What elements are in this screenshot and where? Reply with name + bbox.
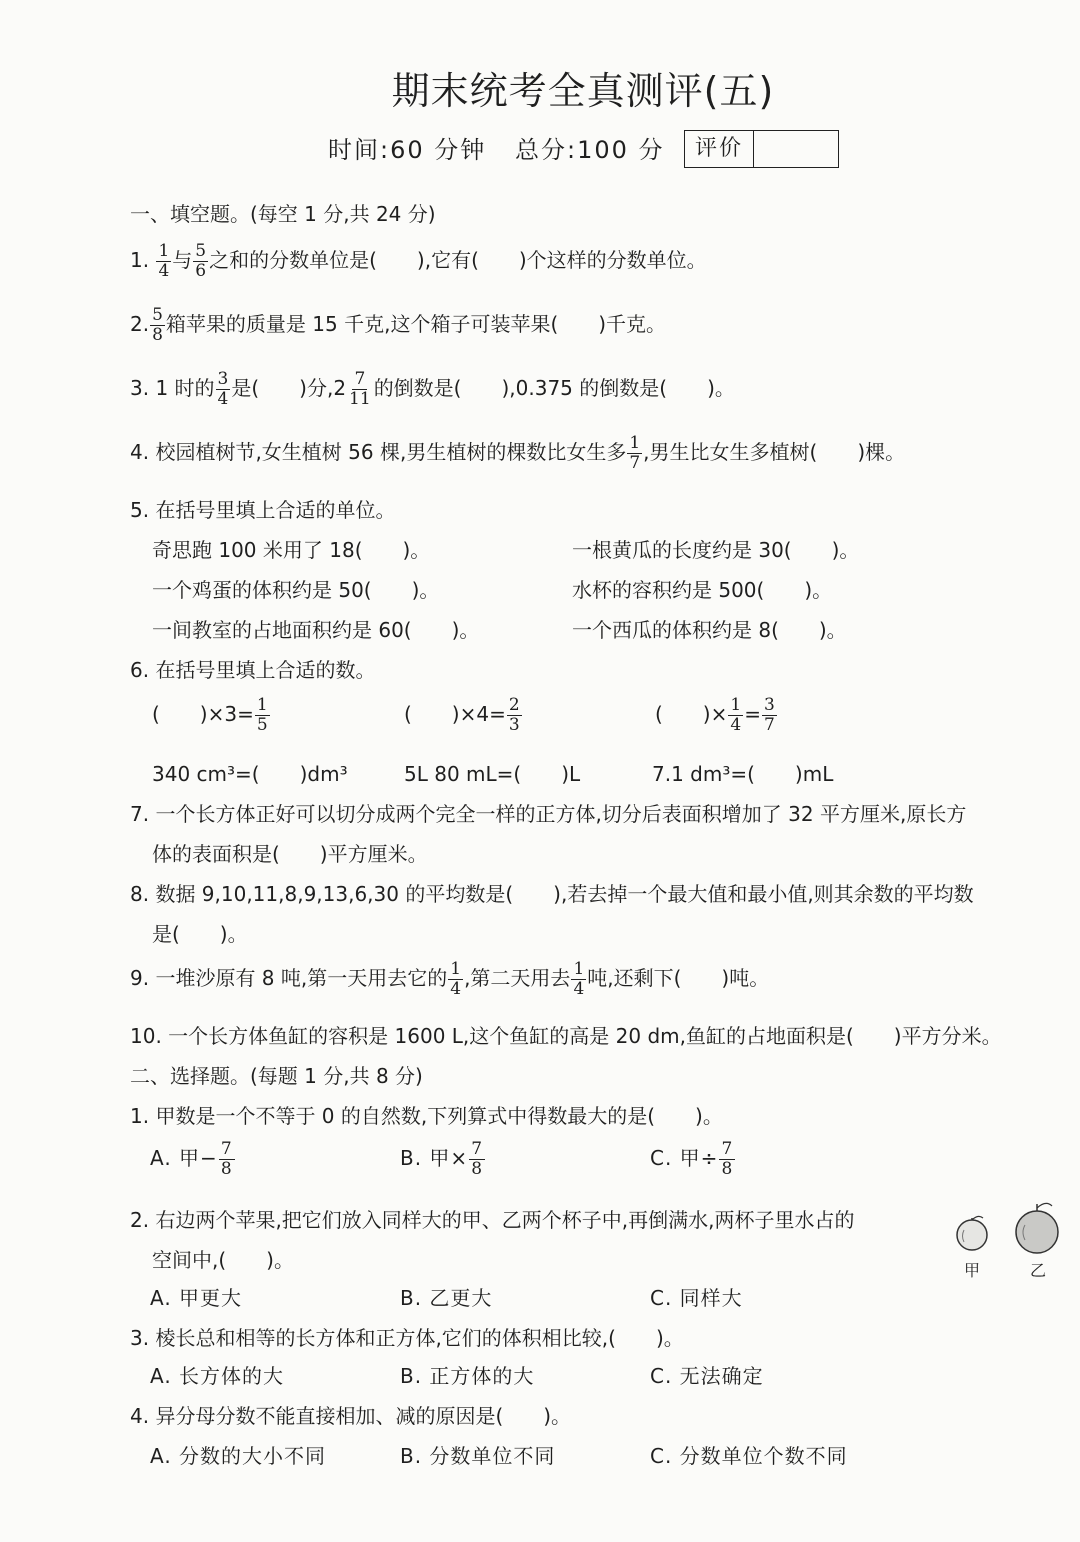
choice-3-option-b[interactable]: B. 正方体的大 bbox=[400, 1364, 535, 1388]
fraction bbox=[627, 434, 642, 473]
option-text: C. 甲÷ bbox=[650, 1146, 719, 1170]
denominator: 7 bbox=[629, 453, 641, 473]
q6-expression bbox=[404, 696, 523, 735]
numerator: 1 bbox=[158, 241, 170, 261]
question-number: 1. bbox=[130, 248, 150, 272]
small-apple bbox=[957, 1216, 987, 1250]
choice-4-option-c[interactable]: C. 分数单位个数不同 bbox=[650, 1444, 848, 1468]
option-text: B. 甲× bbox=[400, 1146, 469, 1170]
q5-item: 水杯的容积约是 500( )。 bbox=[572, 578, 833, 602]
expression-text: ( )× bbox=[655, 702, 728, 726]
question-text: 箱苹果的质量是 15 千克,这个箱子可装苹果( )千克。 bbox=[165, 312, 667, 336]
fraction bbox=[255, 696, 270, 735]
expression-text: ( )×4= bbox=[404, 702, 506, 726]
fraction bbox=[469, 1140, 485, 1179]
apples-illustration bbox=[950, 1200, 1070, 1290]
choice-3-option-a[interactable]: A. 长方体的大 bbox=[150, 1364, 285, 1388]
numerator: 7 bbox=[471, 1139, 484, 1159]
q6-conversion: 7.1 dm³=( )mL bbox=[652, 762, 834, 786]
fraction bbox=[193, 242, 208, 281]
denominator: 3 bbox=[508, 715, 520, 735]
numerator: 1 bbox=[573, 959, 585, 979]
q5-item: 一间教室的占地面积约是 60( )。 bbox=[152, 618, 480, 642]
expression-text: = bbox=[744, 702, 761, 726]
denominator: 7 bbox=[763, 715, 775, 735]
denominator: 4 bbox=[217, 389, 229, 409]
fraction bbox=[728, 696, 743, 735]
question-text: 4. 校园植树节,女生植树 56 棵,男生植树的棵数比女生多 bbox=[130, 440, 627, 464]
apple-label-jia: 甲 bbox=[963, 1261, 981, 1280]
question-7-line2: 体的表面积是( )平方厘米。 bbox=[152, 842, 428, 866]
numerator: 2 bbox=[508, 695, 520, 715]
numerator: 5 bbox=[195, 241, 207, 261]
fraction bbox=[719, 1140, 735, 1179]
question-8-line1: 8. 数据 9,10,11,8,9,13,6,30 的平均数是( ),若去掉一个最大值和最小值,则其余数的平均数 bbox=[130, 882, 974, 906]
denominator: 6 bbox=[195, 261, 207, 281]
question-text: ,第二天用去 bbox=[464, 966, 571, 990]
question-text: 是( )分,2 bbox=[231, 376, 347, 400]
option-text: A. 甲− bbox=[150, 1146, 218, 1170]
choice-2-option-a[interactable]: A. 甲更大 bbox=[150, 1286, 243, 1310]
question-text: 3. 1 时的 bbox=[130, 376, 215, 400]
evaluation-field[interactable] bbox=[754, 131, 838, 167]
denominator: 8 bbox=[220, 1159, 233, 1179]
question-1 bbox=[130, 242, 707, 281]
fraction bbox=[571, 960, 586, 999]
denominator: 11 bbox=[349, 389, 371, 409]
q6-conversion: 5L 80 mL=( )L bbox=[404, 762, 581, 786]
denominator: 4 bbox=[573, 979, 585, 999]
choice-4-stem: 4. 异分母分数不能直接相加、减的原因是( )。 bbox=[130, 1404, 572, 1428]
question-text: 与 bbox=[172, 248, 193, 272]
numerator: 1 bbox=[629, 433, 641, 453]
evaluation-label: 评价 bbox=[685, 131, 754, 167]
question-4 bbox=[130, 434, 905, 473]
fraction bbox=[150, 306, 165, 345]
denominator: 4 bbox=[158, 261, 170, 281]
question-text: 之和的分数单位是( ),它有( )个这样的分数单位。 bbox=[209, 248, 707, 272]
choice-4-option-b[interactable]: B. 分数单位不同 bbox=[400, 1444, 556, 1468]
choice-2-line1: 2. 右边两个苹果,把它们放入同样大的甲、乙两个杯子中,再倒满水,两杯子里水占的 bbox=[130, 1208, 855, 1232]
choice-1-option-b[interactable] bbox=[400, 1140, 486, 1179]
numerator: 3 bbox=[763, 695, 775, 715]
denominator: 5 bbox=[256, 715, 268, 735]
numerator: 1 bbox=[450, 959, 462, 979]
q6-expression bbox=[152, 696, 271, 735]
fraction bbox=[762, 696, 777, 735]
numerator: 1 bbox=[730, 695, 742, 715]
total-score: 总分:100 分 bbox=[515, 136, 665, 164]
choice-2-line2: 空间中,( )。 bbox=[152, 1248, 294, 1272]
choice-3-option-c[interactable]: C. 无法确定 bbox=[650, 1364, 764, 1388]
question-number: 2. bbox=[130, 312, 150, 336]
question-text: ,男生比女生多植树( )棵。 bbox=[643, 440, 906, 464]
choice-1-stem: 1. 甲数是一个不等于 0 的自然数,下列算式中得数最大的是( )。 bbox=[130, 1104, 723, 1128]
q5-item: 一根黄瓜的长度约是 30( )。 bbox=[572, 538, 860, 562]
fraction bbox=[507, 696, 522, 735]
choice-4-option-a[interactable]: A. 分数的大小不同 bbox=[150, 1444, 327, 1468]
q6-conversion: 340 cm³=( )dm³ bbox=[152, 762, 348, 786]
large-apple bbox=[1016, 1203, 1058, 1253]
denominator: 4 bbox=[450, 979, 462, 999]
fraction bbox=[347, 370, 373, 409]
question-5-stem: 5. 在括号里填上合适的单位。 bbox=[130, 498, 396, 522]
q5-item: 奇思跑 100 米用了 18( )。 bbox=[152, 538, 431, 562]
question-text: 吨,还剩下( )吨。 bbox=[587, 966, 770, 990]
q5-item: 一个鸡蛋的体积约是 50( )。 bbox=[152, 578, 440, 602]
numerator: 1 bbox=[256, 695, 268, 715]
question-8-line2: 是( )。 bbox=[152, 922, 248, 946]
fraction bbox=[156, 242, 171, 281]
apple-label-yi: 乙 bbox=[1029, 1261, 1047, 1280]
q6-expression bbox=[655, 696, 778, 735]
time-limit: 时间:60 分钟 bbox=[328, 136, 487, 164]
numerator: 7 bbox=[721, 1139, 734, 1159]
question-10: 10. 一个长方体鱼缸的容积是 1600 L,这个鱼缸的高是 20 dm,鱼缸的占地面积是( )平方分米。 bbox=[130, 1024, 1002, 1048]
evaluation-box bbox=[684, 130, 839, 168]
question-text: 9. 一堆沙原有 8 吨,第一天用去它的 bbox=[130, 966, 448, 990]
denominator: 4 bbox=[730, 715, 742, 735]
q5-item: 一个西瓜的体积约是 8( )。 bbox=[572, 618, 847, 642]
choice-1-option-c[interactable] bbox=[650, 1140, 736, 1179]
section-choice-title: 二、选择题。(每题 1 分,共 8 分) bbox=[130, 1064, 423, 1088]
section-fill-blank-title: 一、填空题。(每空 1 分,共 24 分) bbox=[130, 202, 436, 226]
denominator: 8 bbox=[721, 1159, 734, 1179]
question-2 bbox=[130, 306, 666, 345]
numerator: 7 bbox=[220, 1139, 233, 1159]
expression-text: ( )×3= bbox=[152, 702, 254, 726]
question-7-line1: 7. 一个长方体正好可以切分成两个完全一样的正方体,切分后表面积增加了 32 平方厘米,原长方 bbox=[130, 802, 967, 826]
fraction bbox=[216, 370, 231, 409]
numerator: 7 bbox=[354, 369, 366, 389]
denominator: 8 bbox=[152, 325, 163, 345]
question-6-stem: 6. 在括号里填上合适的数。 bbox=[130, 658, 376, 682]
denominator: 8 bbox=[471, 1159, 484, 1179]
choice-2-option-b[interactable]: B. 乙更大 bbox=[400, 1286, 493, 1310]
question-9 bbox=[130, 960, 769, 999]
page-title: 期末统考全真测评(五) bbox=[391, 69, 775, 113]
fraction bbox=[219, 1140, 235, 1179]
question-text: 的倒数是( ),0.375 的倒数是( )。 bbox=[373, 376, 735, 400]
choice-2-option-c[interactable]: C. 同样大 bbox=[650, 1286, 743, 1310]
choice-1-option-a[interactable] bbox=[150, 1140, 236, 1179]
choice-3-stem: 3. 棱长总和相等的长方体和正方体,它们的体积相比较,( )。 bbox=[130, 1326, 684, 1350]
question-3 bbox=[130, 370, 735, 409]
numerator: 3 bbox=[217, 369, 229, 389]
fraction bbox=[448, 960, 463, 999]
numerator: 5 bbox=[152, 305, 163, 325]
